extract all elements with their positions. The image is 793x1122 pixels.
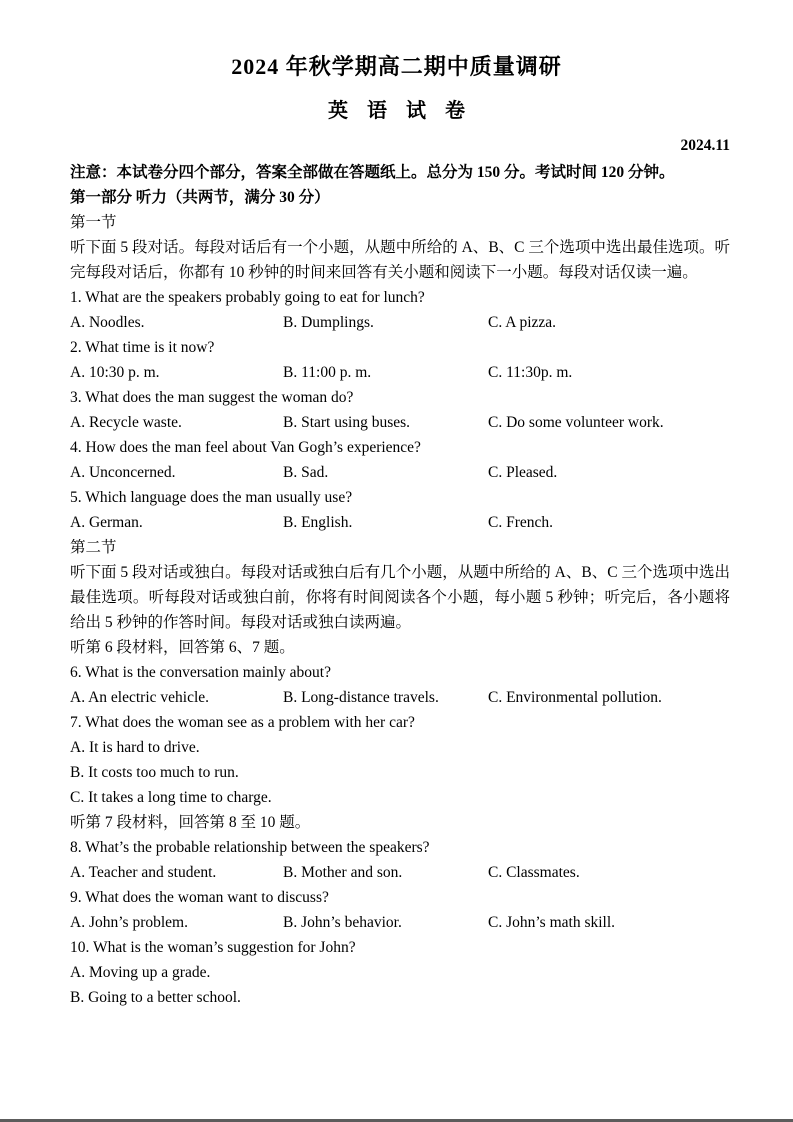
paper-content xyxy=(0,136,793,1010)
paper-body xyxy=(70,160,730,1010)
options-row xyxy=(70,860,730,885)
paper-subtitle: 英 语 试 卷 xyxy=(328,100,465,122)
options-row xyxy=(70,510,730,535)
option-cell: C. French. xyxy=(488,514,554,531)
option-line: A. It is hard to drive. xyxy=(70,739,200,756)
question-line: 2. What time is it now? xyxy=(70,339,215,356)
section2-instructions: 听下面 5 段对话或独白。每段对话或独白后有几个小题，从题中所给的 A、B、C 三个选项中选出最佳选项。听每段对话或独白前，你将有时间阅读各个小题，每小题 5 秒钟；听完后，各小题将给出 5 秒钟的作答时间。每段对话或独白读两遍。 xyxy=(70,564,730,631)
option-line: B. It costs too much to run. xyxy=(70,764,239,781)
options-row xyxy=(70,460,730,485)
options-row xyxy=(70,410,730,435)
option-cell: A. Recycle waste. xyxy=(70,414,182,431)
section2-heading: 第二节 xyxy=(70,539,117,556)
question-line: 8. What’s the probable relationship between the speakers? xyxy=(70,839,430,856)
question-line: 9. What does the woman want to discuss? xyxy=(70,889,329,906)
option-cell: C. 11:30p. m. xyxy=(488,364,573,381)
question-line: 6. What is the conversation mainly about? xyxy=(70,664,331,681)
option-cell: A. An electric vehicle. xyxy=(70,689,210,706)
paper-date: 2024.11 xyxy=(680,137,730,154)
option-cell: A. Noodles. xyxy=(70,314,145,331)
option-cell: C. Pleased. xyxy=(488,464,558,481)
option-cell: B. Start using buses. xyxy=(283,414,411,431)
option-cell: C. John’s math skill. xyxy=(488,914,616,931)
option-line: B. Going to a better school. xyxy=(70,989,241,1006)
option-cell: B. 11:00 p. m. xyxy=(283,364,372,381)
option-cell: B. English. xyxy=(283,514,353,531)
option-cell: C. Do some volunteer work. xyxy=(488,414,664,431)
question-line: 7. What does the woman see as a problem with her car? xyxy=(70,714,415,731)
options-row xyxy=(70,685,730,710)
question-line: 1. What are the speakers probably going to eat for lunch? xyxy=(70,289,425,306)
options-row xyxy=(70,310,730,335)
option-cell: A. 10:30 p. m. xyxy=(70,364,160,381)
option-line: A. Moving up a grade. xyxy=(70,964,211,981)
notice-line: 注意：本试卷分四个部分，答案全部做在答题纸上。总分为 150 分。考试时间 120 分钟。 xyxy=(70,164,675,181)
paper-title: 2024 年秋学期高二期中质量调研 xyxy=(231,54,562,79)
option-cell: C. Environmental pollution. xyxy=(488,689,662,706)
material-note: 听第 7 段材料，回答第 8 至 10 题。 xyxy=(70,814,311,831)
section1-heading: 第一节 xyxy=(70,214,117,231)
option-cell: A. German. xyxy=(70,514,143,531)
option-cell: C. A pizza. xyxy=(488,314,557,331)
option-cell: C. Classmates. xyxy=(488,864,580,881)
option-line: C. It takes a long time to charge. xyxy=(70,789,272,806)
material-note: 听第 6 段材料，回答第 6、7 题。 xyxy=(70,639,295,656)
option-cell: A. John’s problem. xyxy=(70,914,188,931)
question-line: 10. What is the woman’s suggestion for John? xyxy=(70,939,356,956)
section1-instructions: 听下面 5 段对话。每段对话后有一个小题，从题中所给的 A、B、C 三个选项中选出最佳选项。听完每段对话后，你都有 10 秒钟的时间来回答有关小题和阅读下一小题。每段对话仅读一遍。 xyxy=(70,239,730,281)
option-cell: B. Sad. xyxy=(283,464,329,481)
question-line: 5. Which language does the man usually use? xyxy=(70,489,353,506)
option-cell: B. Mother and son. xyxy=(283,864,403,881)
option-cell: A. Teacher and student. xyxy=(70,864,217,881)
options-row xyxy=(70,360,730,385)
option-cell: B. Dumplings. xyxy=(283,314,374,331)
question-line: 3. What does the man suggest the woman do? xyxy=(70,389,354,406)
part1-heading: 第一部分 听力（共两节，满分 30 分） xyxy=(70,189,330,206)
option-cell: B. Long-distance travels. xyxy=(283,689,439,706)
option-cell: A. Unconcerned. xyxy=(70,464,176,481)
option-cell: B. John’s behavior. xyxy=(283,914,402,931)
question-line: 4. How does the man feel about Van Gogh’s experience? xyxy=(70,439,421,456)
options-row xyxy=(70,910,730,935)
